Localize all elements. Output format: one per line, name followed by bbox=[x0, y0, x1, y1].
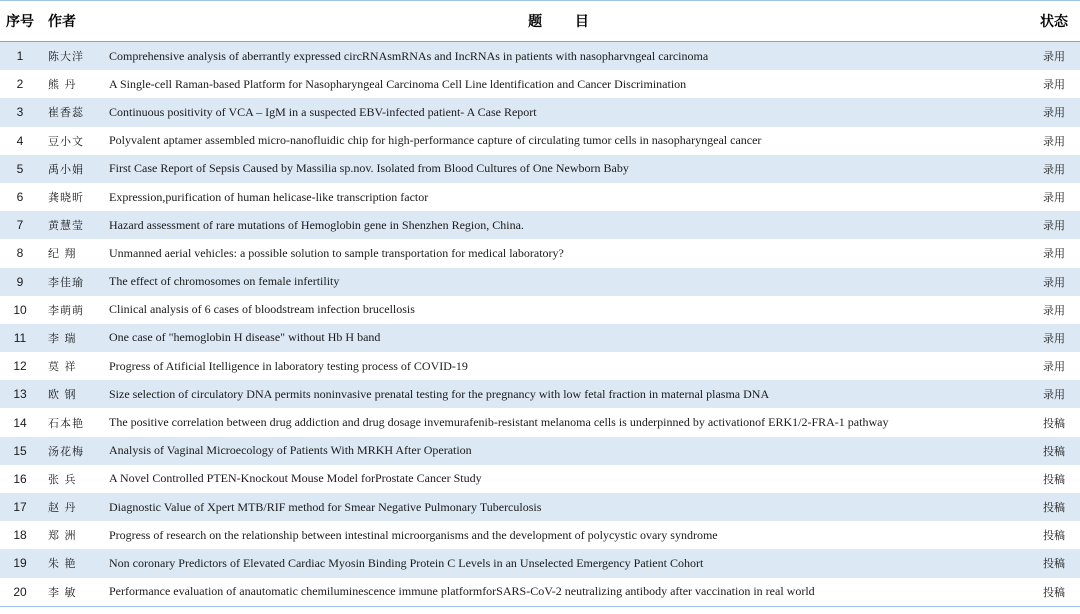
table-row bbox=[0, 183, 1080, 211]
table-row bbox=[0, 437, 1080, 465]
row-title: Analysis of Vaginal Microecology of Patients With MRKH After Operation bbox=[103, 437, 1028, 465]
row-author: 莫 祥 bbox=[40, 352, 103, 380]
row-author: 禹小娟 bbox=[40, 155, 103, 183]
table-row bbox=[0, 42, 1080, 71]
row-title: The effect of chromosomes on female infertility bbox=[103, 268, 1028, 296]
row-status: 录用 bbox=[1028, 42, 1080, 71]
table-body bbox=[0, 42, 1080, 607]
row-status: 录用 bbox=[1028, 380, 1080, 408]
row-status: 录用 bbox=[1028, 211, 1080, 239]
row-author: 李 敏 bbox=[40, 578, 103, 607]
header-index: 序号 bbox=[0, 1, 40, 42]
table-row bbox=[0, 465, 1080, 493]
row-index: 1 bbox=[0, 42, 40, 71]
row-title: Progress of research on the relationship between intestinal microorganisms and the development of polycystic ovary syndrome bbox=[103, 521, 1028, 549]
row-title: The positive correlation between drug addiction and drug dosage invemurafenib-resistant melanoma cells is underpinned by activationof ERK1/2-FRA-1 pathway bbox=[103, 408, 1028, 436]
row-title: One case of "hemoglobin H disease" without Hb H band bbox=[103, 324, 1028, 352]
row-index: 10 bbox=[0, 296, 40, 324]
row-author: 赵 丹 bbox=[40, 493, 103, 521]
row-author: 朱 艳 bbox=[40, 549, 103, 577]
row-author: 熊 丹 bbox=[40, 70, 103, 98]
table-row bbox=[0, 211, 1080, 239]
row-title: Hazard assessment of rare mutations of Hemoglobin gene in Shenzhen Region, China. bbox=[103, 211, 1028, 239]
row-index: 3 bbox=[0, 98, 40, 126]
row-status: 投稿 bbox=[1028, 437, 1080, 465]
table-row bbox=[0, 127, 1080, 155]
table-row bbox=[0, 380, 1080, 408]
table-row bbox=[0, 408, 1080, 436]
row-status: 录用 bbox=[1028, 98, 1080, 126]
row-status: 录用 bbox=[1028, 127, 1080, 155]
table-row bbox=[0, 155, 1080, 183]
row-title: A Single-cell Raman-based Platform for Nasopharyngeal Carcinoma Cell Line ldentification and Cancer Discrimination bbox=[103, 70, 1028, 98]
row-index: 9 bbox=[0, 268, 40, 296]
table-row bbox=[0, 239, 1080, 267]
row-status: 投稿 bbox=[1028, 578, 1080, 607]
row-status: 录用 bbox=[1028, 324, 1080, 352]
row-author: 龚晓昕 bbox=[40, 183, 103, 211]
table-row bbox=[0, 549, 1080, 577]
row-index: 2 bbox=[0, 70, 40, 98]
row-title: Non coronary Predictors of Elevated Cardiac Myosin Binding Protein C Levels in an Unselected Emergency Patient Cohort bbox=[103, 549, 1028, 577]
table-row bbox=[0, 70, 1080, 98]
row-status: 投稿 bbox=[1028, 465, 1080, 493]
row-title: Size selection of circulatory DNA permits noninvasive prenatal testing for the pregnancy with low fetal fraction in maternal plasma DNA bbox=[103, 380, 1028, 408]
row-title: Progress of Atificial Itelligence in laboratory testing process of COVID-19 bbox=[103, 352, 1028, 380]
row-status: 投稿 bbox=[1028, 549, 1080, 577]
row-index: 20 bbox=[0, 578, 40, 607]
row-index: 13 bbox=[0, 380, 40, 408]
table-row bbox=[0, 324, 1080, 352]
row-author: 汤花梅 bbox=[40, 437, 103, 465]
row-title: Unmanned aerial vehicles: a possible solution to sample transportation for medical laboratory? bbox=[103, 239, 1028, 267]
table-row bbox=[0, 352, 1080, 380]
row-author: 黄慧莹 bbox=[40, 211, 103, 239]
table-row bbox=[0, 296, 1080, 324]
row-index: 8 bbox=[0, 239, 40, 267]
table-row bbox=[0, 493, 1080, 521]
row-title: Performance evaluation of anautomatic chemiluminescence immune platformforSARS-CoV-2 neutralizing antibody after vaccination in real world bbox=[103, 578, 1028, 607]
row-index: 19 bbox=[0, 549, 40, 577]
row-index: 6 bbox=[0, 183, 40, 211]
row-author: 李佳瑜 bbox=[40, 268, 103, 296]
row-status: 录用 bbox=[1028, 352, 1080, 380]
row-status: 录用 bbox=[1028, 70, 1080, 98]
row-title: Polyvalent aptamer assembled micro-nanofluidic chip for high-performance capture of circulating tumor cells in nasopharyngeal cancer bbox=[103, 127, 1028, 155]
table-row bbox=[0, 268, 1080, 296]
row-author: 纪 翔 bbox=[40, 239, 103, 267]
row-index: 17 bbox=[0, 493, 40, 521]
row-title: First Case Report of Sepsis Caused by Massilia sp.nov. Isolated from Blood Cultures of One Newborn Baby bbox=[103, 155, 1028, 183]
row-status: 录用 bbox=[1028, 268, 1080, 296]
row-author: 李萌萌 bbox=[40, 296, 103, 324]
header-status: 状态 bbox=[1028, 1, 1080, 42]
row-author: 崔香蕊 bbox=[40, 98, 103, 126]
row-index: 18 bbox=[0, 521, 40, 549]
row-status: 投稿 bbox=[1028, 521, 1080, 549]
row-status: 录用 bbox=[1028, 296, 1080, 324]
table-row bbox=[0, 521, 1080, 549]
row-status: 投稿 bbox=[1028, 493, 1080, 521]
row-author: 欧 钢 bbox=[40, 380, 103, 408]
table-row bbox=[0, 578, 1080, 607]
row-index: 15 bbox=[0, 437, 40, 465]
row-index: 11 bbox=[0, 324, 40, 352]
row-title: Continuous positivity of VCA – IgM in a suspected EBV-infected patient- A Case Report bbox=[103, 98, 1028, 126]
row-status: 录用 bbox=[1028, 239, 1080, 267]
row-index: 7 bbox=[0, 211, 40, 239]
row-title: Clinical analysis of 6 cases of bloodstream infection brucellosis bbox=[103, 296, 1028, 324]
header-author: 作者 bbox=[40, 1, 103, 42]
row-author: 陈大洋 bbox=[40, 42, 103, 71]
row-status: 投稿 bbox=[1028, 408, 1080, 436]
row-title: A Novel Controlled PTEN-Knockout Mouse Model forProstate Cancer Study bbox=[103, 465, 1028, 493]
row-index: 16 bbox=[0, 465, 40, 493]
row-author: 张 兵 bbox=[40, 465, 103, 493]
row-title: Diagnostic Value of Xpert MTB/RIF method for Smear Negative Pulmonary Tuberculosis bbox=[103, 493, 1028, 521]
table-header-row bbox=[0, 1, 1080, 42]
row-author: 豆小文 bbox=[40, 127, 103, 155]
row-index: 5 bbox=[0, 155, 40, 183]
row-index: 14 bbox=[0, 408, 40, 436]
row-title: Expression,purification of human helicase-like transcription factor bbox=[103, 183, 1028, 211]
row-index: 4 bbox=[0, 127, 40, 155]
row-status: 录用 bbox=[1028, 183, 1080, 211]
row-author: 李 瑞 bbox=[40, 324, 103, 352]
row-status: 录用 bbox=[1028, 155, 1080, 183]
row-author: 郑 洲 bbox=[40, 521, 103, 549]
table-row bbox=[0, 98, 1080, 126]
row-author: 石本艳 bbox=[40, 408, 103, 436]
row-title: Comprehensive analysis of aberrantly expressed circRNAsmRNAs and IncRNAs in patients with nasopharvngeal carcinoma bbox=[103, 42, 1028, 71]
row-index: 12 bbox=[0, 352, 40, 380]
header-title: 题 目 bbox=[103, 1, 1028, 42]
